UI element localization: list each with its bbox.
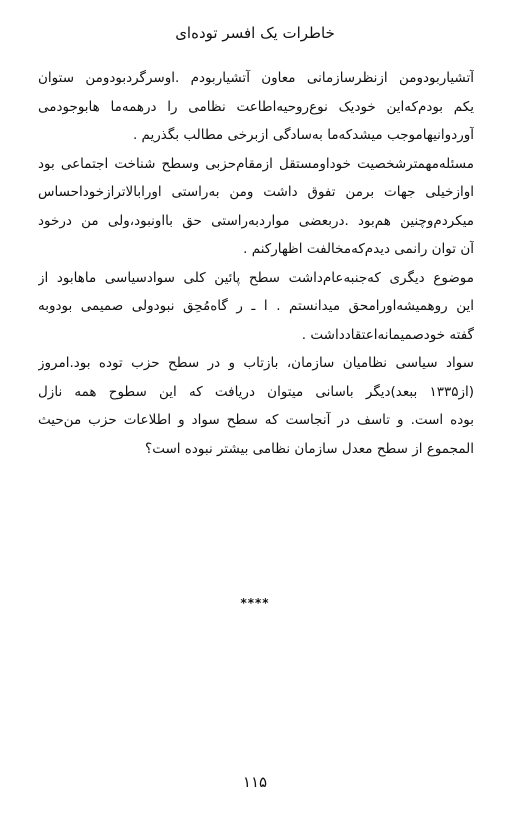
page-number: ۱۱۵ (242, 773, 268, 791)
text-line: اوازخیلی جهات برمن تفوق داشت ومن به‌راستی اورابالاترازخوداحساس (38, 184, 474, 200)
text-line: المجموع از سطح معدل سازمان نظامی بیشتر نبوده است؟ (145, 440, 474, 457)
body-text (38, 64, 474, 463)
text-line: این روهمیشه‌اورامحق میدانستم . ا ـ ر گاه‌مُحِق نبودولی صمیمی بودوبه (38, 298, 474, 314)
text-line: یکم بودم‌که‌این خودیک نوع‌روحیه‌اطاعت نظامی را درهمه‌ما هابوجودمی (38, 98, 474, 115)
text-line: (از۱۳۳۵ ببعد)دیگر باسانی میتوان دریافت که این سطوح همه نازل (38, 383, 474, 400)
paragraph-1 (38, 64, 474, 150)
paragraph-3 (38, 264, 474, 350)
text-line: آوردوانیهاموجب میشدکه‌ما به‌سادگی ازبرخی مطالب بگذریم . (132, 127, 474, 143)
paragraph-4 (38, 349, 474, 463)
text-line: موضوع دیگری که‌جنبه‌عام‌داشت سطح پائین کلی سوادسیاسی ماهابود از (38, 269, 474, 286)
running-header: خاطرات یک افسر توده‌ای (175, 24, 335, 42)
text-line: میکردم‌وچنین هم‌بود .دربعضی مواردبه‌راستی حق بااونبود،ولی من درخود (38, 212, 474, 229)
text-line: آتشیاربودومن ازنظرسازمانی معاون آتشیاربودم .اوسرگردبودومن ستوان (38, 70, 474, 86)
text-line: بوده است. و تاسف در آنجاست که سطح سواد و اطلاعات حزب من‌حیث (38, 412, 474, 428)
section-separator: **** (240, 596, 270, 610)
text-line: سواد سیاسی نظامیان سازمان، بازتاب و در سطح حزب توده بود.امروز (38, 355, 474, 371)
text-line: گفته خودصمیمانه‌اعتقادداشت . (301, 326, 474, 343)
text-line: مسئله‌مهمترشخصیت خوداومستقل ازمقام‌حزبی وسطح شناخت اجتماعی بود (38, 155, 474, 172)
text-line: آن توان رانمی دیدم‌که‌مخالفت اظهارکنم . (243, 241, 474, 257)
paragraph-2 (38, 150, 474, 264)
